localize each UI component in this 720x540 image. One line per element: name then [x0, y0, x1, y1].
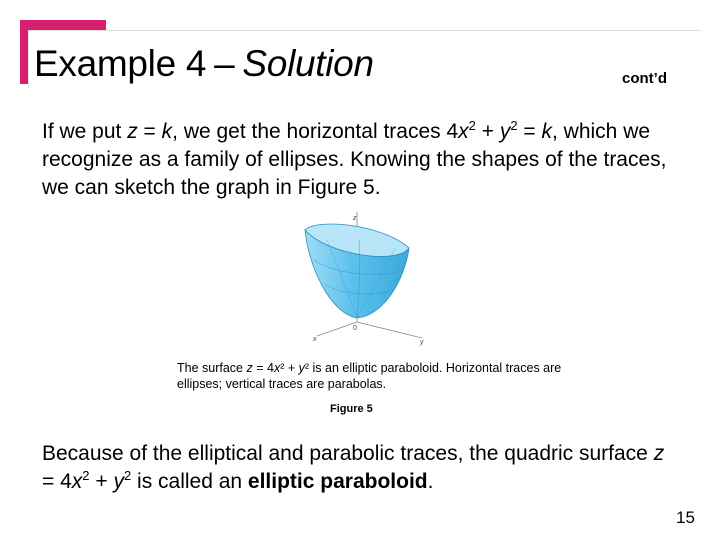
text-run: +: [89, 470, 114, 493]
origin-label: 0: [353, 325, 357, 332]
var-z: z: [653, 442, 665, 465]
text-run: The surface: [177, 361, 247, 375]
paragraph-intro: [42, 118, 682, 202]
var-x: x: [71, 470, 83, 493]
z-axis-label: z: [353, 215, 357, 222]
paraboloid-figure: [287, 210, 435, 350]
var-k: k: [161, 120, 173, 143]
var-x: x: [458, 120, 469, 143]
var-z: z: [127, 120, 138, 143]
exponent: 2: [82, 468, 90, 483]
var-y: y: [113, 470, 124, 493]
var-y: y: [499, 120, 511, 143]
var-k: k: [541, 120, 552, 143]
y-axis-label: y: [420, 339, 424, 346]
text-run: If we put: [42, 120, 128, 143]
exponent: 2: [468, 118, 476, 133]
var-z: z: [246, 361, 253, 375]
title-main: Example 4: [34, 43, 207, 84]
text-run: .: [427, 470, 434, 493]
x-axis-label: x: [313, 336, 317, 343]
page-number: 15: [676, 508, 695, 527]
text-run: , we get the horizontal traces 4: [172, 120, 459, 143]
text-run: = 4: [252, 361, 274, 375]
text-run: =: [517, 120, 542, 143]
var-x: x: [273, 361, 281, 375]
title-italic: Solution: [242, 43, 374, 84]
slide-title: [34, 40, 374, 88]
text-run: ² +: [280, 361, 299, 375]
term-elliptic-paraboloid: elliptic paraboloid: [247, 470, 428, 493]
exponent: 2: [510, 118, 518, 133]
var-y: y: [298, 361, 305, 375]
text-run: =: [137, 120, 162, 143]
x-axis-line: [317, 322, 357, 336]
paraboloid-graphic: [287, 210, 435, 350]
figure-label: Figure 5: [330, 403, 373, 415]
text-run: is called an: [131, 470, 248, 493]
exponent: 2: [123, 468, 132, 483]
text-run: = 4: [42, 470, 72, 493]
continued-label: cont’d: [622, 70, 667, 87]
y-axis-line: [357, 322, 422, 338]
text-run: +: [475, 120, 500, 143]
title-separator: –: [214, 43, 235, 84]
text-run: , which we recognize as a family of ellipses. Knowing the shapes of the traces, we can sketch the graph in Figure 5.: [42, 120, 667, 199]
text-run: Because of the elliptical and parabolic traces, the quadric surface: [42, 442, 654, 465]
paragraph-conclusion: [42, 440, 682, 496]
text-run: ² is an elliptic paraboloid. Horizontal traces are ellipses; vertical traces are parabolas.: [177, 361, 562, 391]
figure-caption: [177, 360, 567, 392]
